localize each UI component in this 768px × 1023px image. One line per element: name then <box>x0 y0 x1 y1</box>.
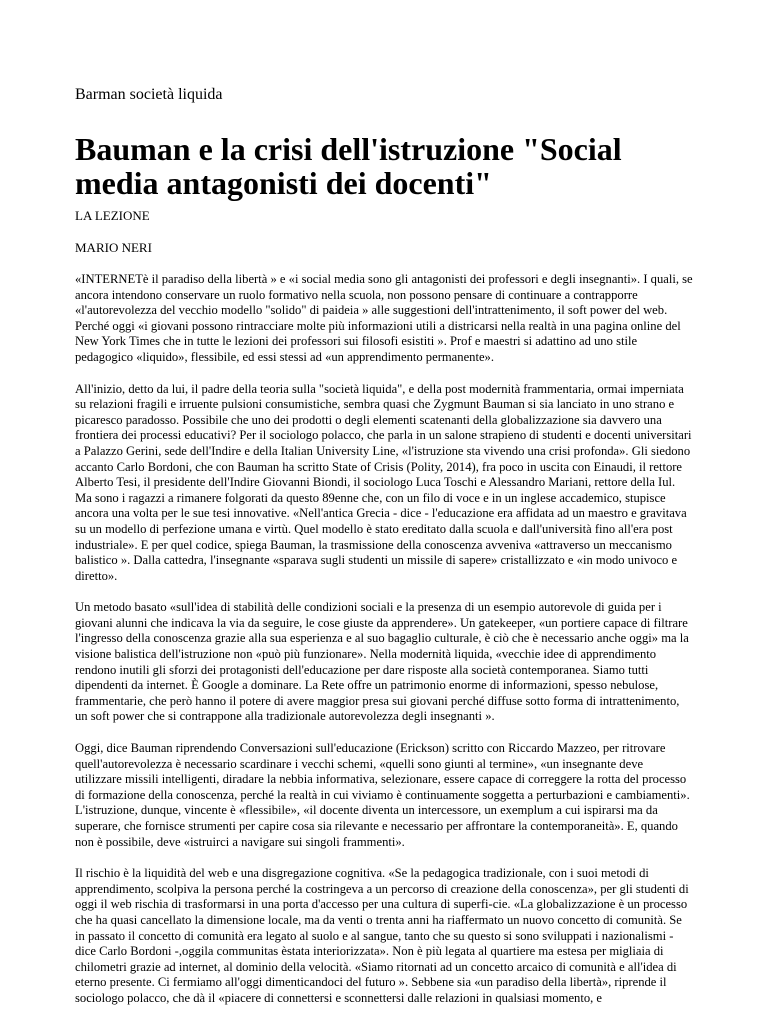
article-body <box>75 272 693 1023</box>
paragraph: All'inizio, detto da lui, il padre della teoria sulla "società liquida", e della post modernità frammentaria, ormai imperniata su relazioni fragili e irruente pulsioni consumistiche, sembra quasi che Zygmunt Bauman si sia lanciato in uno strano e picaresco paradosso. Possibile che uno dei prodotti o degli elementi scatenanti della globalizzazione sia davvero una frontiera dei processi educativi? Per il sociologo polacco, che parla in un salone strapieno di studenti e docenti universitari a Palazzo Gerini, sede dell'Indire e della Italian University Line, «l'istruzione sta vivendo una crisi profonda». Gli siedono accanto Carlo Bordoni, che con Bauman ha scritto State of Crisis (Polity, 2014), fra poco in uscita con Einaudi, il rettore Alberto Tesi, il presidente dell'Indire Giovanni Biondi, il sociologo Luca Toschi e Alessandro Mariani, rettore della Iul. Ma sono i ragazzi a rimanere folgorati da questo 89enne che, con un filo di voce e in un inglese accademico, stupisce ancora una volta per le sue tesi innovative. «Nell'antica Grecia - dice - l'educazione era affidata ad un maestro e gravitava su un modello di perfezione umana e virtù. Quel modello è stato ereditato dalla scuola e dall'università fino all'era post industriale». E per quel codice, spiega Bauman, la trasmissione della conoscenza avveniva «attraverso un meccanismo balistico ». Dalla cattedra, l'insegnante «sparava sugli studenti un missile di sapere» cristallizzato e «in modo univoco e diretto». <box>75 381 692 583</box>
rubric-label: LA LEZIONE <box>75 208 150 223</box>
paragraph: Oggi, dice Bauman riprendendo Conversazioni sull'educazione (Erickson) scritto con Riccardo Mazzeo, per ritrovare quell'autorevolezza è necessario scardinare i vecchi schemi, «quelli sono giunti al termine», «un insegnante deve utilizzare missili intelligenti, diradare la nebbia informativa, selezionare, essere capace di correggere la rotta del processo di formazione della conoscenza, perché la realtà in cui viviamo è continuamente soggetta a perturbazioni e cambiamenti». L'istruzione, dunque, vincente è «flessibile», «il docente diventa un intercessore, un exemplum a cui ispirarsi ma da superare, che fornisce strumenti per capire cosa sia rilevante e necessario per affrontare la contemporaneità». E, quando non è possibile, deve «istruirci a navigare sui singoli frammenti». <box>75 741 690 849</box>
author-byline: MARIO NERI <box>75 240 152 255</box>
paragraph: «INTERNETè il paradiso della libertà » e «i social media sono gli antagonisti dei professori e degli insegnanti». I quali, se ancora intendono conservare un ruolo formativo nella scuola, non possono pensare di continuare a contrapporre «l'autorevolezza del vecchio modello "solido" di paideia » alle suggestioni dell'intrattenimento, il soft power del web. Perché oggi «i giovani possono rintracciare molte più informazioni utili a districarsi nella realtà in una pagina online del New York Times che in tutte le lezioni dei professori sui filosofi esistiti ». Prof e maestri si adattino ad uno stile pedagogico «liquido», flessibile, ed essi stessi ad «un apprendimento permanente». <box>75 272 693 364</box>
section-kicker: Barman società liquida <box>75 86 223 103</box>
article-title: Bauman e la crisi dell'istruzione "Social media antagonisti dei docenti" <box>75 131 622 201</box>
paragraph: Il rischio è la liquidità del web e una disgregazione cognitiva. «Se la pedagogica tradizionale, con i suoi metodi di apprendimento, scolpiva la persona perché la costringeva a un percorso di creazione della conoscenza», per gli studenti di oggi il web rischia di trasformarsi in una porta d'accesso per una cultura di superfi-cie. «La globalizzazione è un processo che ha quasi cancellato la dimensione locale, ma da venti o trenta anni ha riaffermato un nuovo concetto di comunità. Se in passato il concetto di comunità era legato al suolo e al sangue, tanto che su questo si sono sviluppati i nazionalismi - dice Carlo Bordoni -,oggila communitas èstata interiorizzata». Non è più legata al quartiere ma estesa per migliaia di chilometri grazie ad internet, al dominio della velocità. «Siamo ritornati ad un concetto arcaico di comunità e all'idea di eterno presente. Ci fermiamo all'oggi dimenticandoci del futuro ». Sebbene sia «un paradiso della libertà», riprende il sociologo polacco, che dà il «piacere di connettersi e sconnettersi dalle relazioni in qualsiasi momento, e <box>75 866 689 1005</box>
paragraph: Un metodo basato «sull'idea di stabilità delle condizioni sociali e la presenza di un esempio autorevole di guida per i giovani alunni che indicava la via da seguire, le cose giuste da apprendere». Un gatekeeper, «un portiere capace di filtrare l'ingresso della conoscenza grazie alla sua esperienza e al suo bagaglio culturale, è ciò che è necessario anche oggi» ma la visione balistica dell'istruzione non «può più funzionare». Nella modernità liquida, «vecchie idee di apprendimento rendono inutili gli sforzi dei protagonisti dell'educazione per dare risposte alla società contemporanea. Siamo tutti dipendenti da internet. È Google a dominare. La Rete offre un patrimonio enorme di informazioni, spesso nebulose, frammentarie, che però hanno il potere di avere maggior presa sui giovani perché diffuse sotto forma di intrattenimento, un soft power che si contrappone alla tradizionale autorevolezza degli insegnanti ». <box>75 600 689 724</box>
